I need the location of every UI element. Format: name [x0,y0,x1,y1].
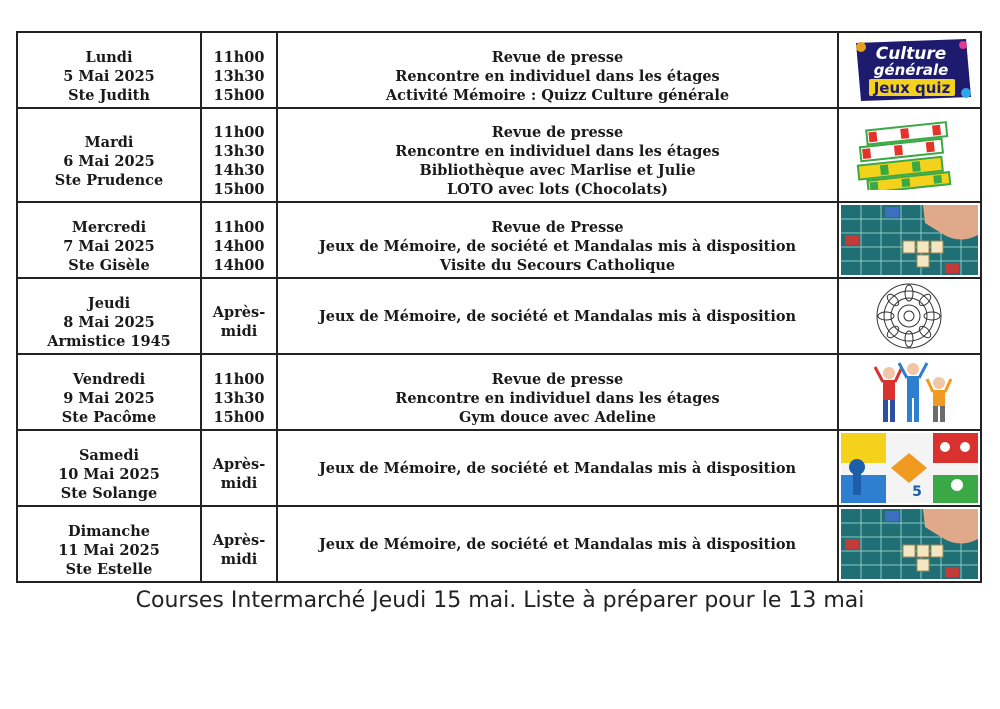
day-date: 6 Mai 2025 [63,152,155,170]
day-saint: Ste Pacôme [61,408,157,426]
time-cell [201,354,277,430]
image-cell [838,354,981,430]
ludo-board-icon [841,433,978,503]
activity: Revue de presse [491,48,624,66]
time-slot: 14h00 [213,256,265,274]
image-caption: Culture [875,44,947,64]
day-cell [17,278,201,354]
day-saint: Ste Judith [68,86,150,104]
time-slot: 13h30 [213,389,265,407]
day-date: 5 Mai 2025 [63,67,155,85]
day-cell [17,506,201,582]
time-slot: 15h00 [213,181,265,198]
time-cell [201,32,277,108]
time-slot: 11h00 [213,370,265,388]
activity-cell [277,278,838,354]
day-date: 11 Mai 2025 [58,541,160,559]
time-slot: 11h00 [213,218,265,236]
activity-cell [277,354,838,430]
time-cell [201,430,277,506]
day-cell [17,354,201,430]
image-caption: Jeux quiz [873,79,951,97]
image-cell [838,202,981,278]
activity-cell [277,202,838,278]
day-date: 8 Mai 2025 [63,313,155,331]
image-cell [838,430,981,506]
schedule-row [17,108,981,202]
activity: Jeux de Mémoire, de société et Mandalas mis à disposition [318,459,797,477]
day-name: Lundi [85,48,133,66]
activity: Rencontre en individuel dans les étages [395,67,720,85]
image-cell [838,32,981,108]
schedule-row [17,32,981,108]
activity: Jeux de Mémoire, de société et Mandalas mis à disposition [318,237,797,255]
time-slot: Après- [212,456,266,473]
activity-cell [277,506,838,582]
schedule-row [17,354,981,430]
activity: Activité Mémoire : Quizz Culture générale [385,86,730,104]
gym-seniors-icon [841,357,978,427]
schedule-row [17,506,981,582]
time-slot: midi [220,551,258,568]
footer-note: Courses Intermarché Jeudi 15 mai. Liste à préparer pour le 13 mai [135,588,865,613]
activity: Jeux de Mémoire, de société et Mandalas mis à disposition [318,535,797,553]
day-name: Mercredi [71,218,147,236]
time-slot: 14h00 [213,237,265,255]
day-name: Dimanche [68,522,150,540]
schedule-table [16,31,982,583]
time-slot: 13h30 [213,143,265,160]
day-cell [17,430,201,506]
image-cell [838,108,981,202]
image-caption: générale [873,61,949,79]
schedule-row [17,430,981,506]
image-cell [838,278,981,354]
time-slot: 11h00 [213,124,265,141]
activity: Rencontre en individuel dans les étages [395,143,720,160]
loto-cards-icon [841,120,978,190]
time-slot: 11h00 [213,48,265,66]
time-cell [201,278,277,354]
time-slot: midi [220,475,258,492]
culture-quiz-icon [841,35,978,105]
time-cell [201,108,277,202]
scrabble-board-icon [841,509,978,579]
day-saint: Ste Gisèle [68,256,150,274]
time-cell [201,202,277,278]
time-slot: midi [220,323,258,340]
activity-cell [277,108,838,202]
mandala-icon [841,281,978,351]
time-slot: 15h00 [213,86,265,104]
activity: Visite du Secours Catholique [439,256,676,274]
activity: Revue de presse [491,370,624,388]
activity: LOTO avec lots (Chocolats) [446,181,669,198]
activity: Bibliothèque avec Marlise et Julie [419,162,696,179]
day-name: Samedi [78,446,140,464]
scrabble-board-icon [841,205,978,275]
activity: Revue de presse [491,124,624,141]
day-saint: Armistice 1945 [47,332,171,350]
image-cell [838,506,981,582]
day-date: 7 Mai 2025 [63,237,155,255]
time-slot: Après- [212,532,266,549]
day-saint: Ste Estelle [65,560,153,578]
day-name: Vendredi [72,370,146,388]
time-slot: 14h30 [213,162,265,179]
day-name: Jeudi [87,294,131,312]
activity: Gym douce avec Adeline [459,408,656,426]
time-slot: Après- [212,304,266,321]
schedule-row [17,278,981,354]
svg-text:5: 5 [912,484,922,500]
day-name: Mardi [84,133,134,151]
time-slot: 13h30 [213,67,265,85]
day-date: 10 Mai 2025 [58,465,160,483]
day-saint: Ste Solange [60,484,158,502]
schedule-row [17,202,981,278]
day-date: 9 Mai 2025 [63,389,155,407]
activity: Jeux de Mémoire, de société et Mandalas mis à disposition [318,307,797,325]
activity: Rencontre en individuel dans les étages [395,389,720,407]
time-slot: 15h00 [213,408,265,426]
activity-cell [277,32,838,108]
day-cell [17,108,201,202]
activity: Revue de Presse [491,218,624,236]
activity-cell [277,430,838,506]
time-cell [201,506,277,582]
day-saint: Ste Prudence [54,171,164,189]
day-cell [17,32,201,108]
day-cell [17,202,201,278]
